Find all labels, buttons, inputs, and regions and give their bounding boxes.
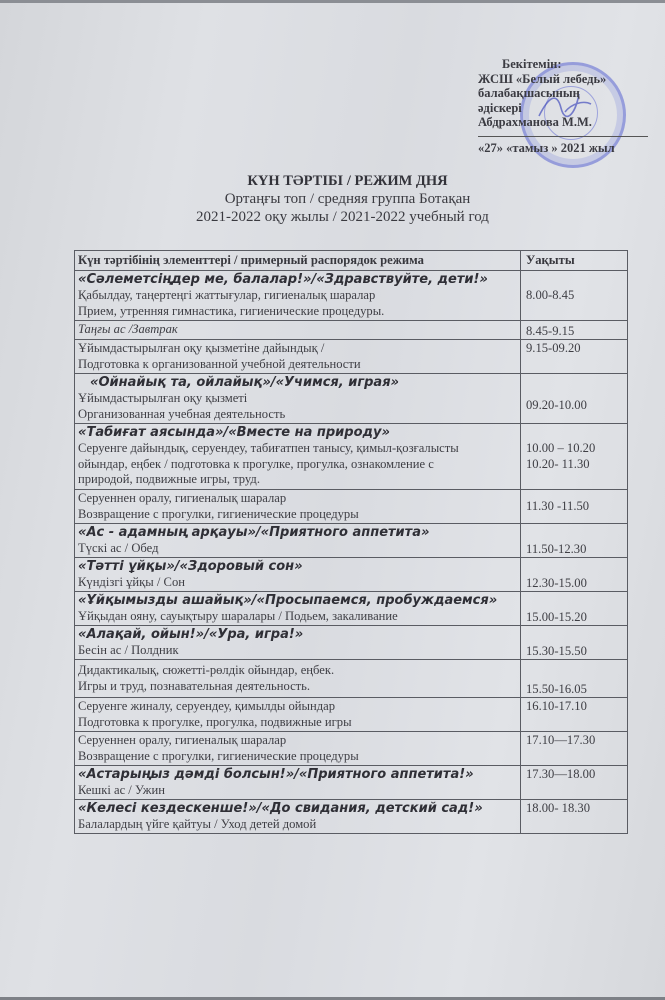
activity-line: Ұйымдастырылған оқу қызметі (78, 391, 248, 405)
activity-cell (75, 660, 521, 698)
activity-cell (75, 374, 521, 424)
activity-cell (75, 732, 521, 766)
activity-cell (75, 424, 521, 490)
photo-edge-top (0, 0, 665, 3)
activity-line: Серуеннен оралу, гигиеналық шаралар (78, 491, 287, 505)
time-cell (521, 558, 628, 592)
activity-line: Организованная учебная деятельность (78, 406, 286, 421)
table-row (75, 732, 628, 766)
activity-line: Кешкі ас / Ужин (78, 782, 165, 797)
time-value: 11.50-12.30 (526, 541, 587, 556)
activity-line: Балалардың үйге қайтуы / Уход детей домой (78, 816, 317, 831)
time-value: 8.00-8.45 (526, 287, 575, 302)
time-value: 8.45-9.15 (526, 323, 575, 338)
time-cell (521, 626, 628, 660)
activity-cell (75, 321, 521, 340)
time-cell (521, 271, 628, 321)
activity-line: Күндізгі ұйқы / Сон (78, 574, 185, 589)
motto: «Тәтті ұйқы»/«Здоровый сон» (78, 558, 303, 574)
motto: «Ас - адамның арқауы»/«Приятного аппетита» (78, 524, 430, 540)
table-row (75, 340, 628, 374)
table-row (75, 490, 628, 524)
activity-line: Прием, утренняя гимнастика, гигиенические процедуры. (78, 303, 385, 318)
activity-line: Серуенге жиналу, серуендеу, қимылды ойындар (78, 699, 336, 713)
activity-line: Ұйқыдан ояну, сауықтыру шаралары / Подьем, закаливание (78, 608, 398, 623)
motto: «Ұйқымызды ашайық»/«Просыпаемся, пробуждаемся» (78, 592, 498, 608)
time-value: 09.20-10.00 (526, 397, 587, 412)
group-name: Ортаңғы топ / средняя группа Ботақан (224, 191, 471, 207)
time-value: 10.20- 11.30 (526, 456, 590, 471)
activity-line: Серуеннен оралу, гигиеналық шаралар (78, 733, 287, 747)
activity-cell (75, 558, 521, 592)
activity-cell (75, 524, 521, 558)
approval-line: әдіскері (478, 100, 522, 115)
time-value: 12.30-15.00 (526, 575, 587, 590)
approval-signer: Абдрахманова М.М. (478, 115, 592, 129)
time-value: 10.00 – 10.20 (526, 441, 596, 455)
activity-cell (75, 766, 521, 800)
table-row (75, 660, 628, 698)
time-cell (521, 374, 628, 424)
motto: «Алақай, ойын!»/«Ура, игра!» (78, 626, 304, 642)
academic-year: 2021-2022 оқу жылы / 2021-2022 учебный год (196, 209, 489, 225)
table-row (75, 424, 628, 490)
time-cell (521, 321, 628, 340)
time-cell (521, 698, 628, 732)
activity-line: Бесін ас / Полдник (78, 642, 179, 657)
time-cell (521, 524, 628, 558)
activity-line: Түскі ас / Обед (78, 540, 159, 555)
time-cell (521, 490, 628, 524)
activity-line: Серуенге дайындық, серуендеу, табиғатпен танысу, қимыл-қозғалысты (78, 441, 459, 456)
document-heading (0, 172, 665, 227)
time-value: 15.50-16.05 (526, 681, 587, 696)
activity-cell (75, 340, 521, 374)
activity-line: Подготовка к организованной учебной деятельности (78, 356, 361, 371)
activity-line: ойындар, еңбек / подготовка к прогулке, прогулка, ознакомление с (78, 456, 434, 471)
table-row (75, 800, 628, 834)
schedule-table (74, 250, 628, 834)
motto: «Келесі кездескенше!»/«До свидания, детский сад!» (78, 800, 483, 816)
table-row (75, 626, 628, 660)
motto: «Табиғат аясында»/«Вместе на природу» (78, 425, 390, 441)
time-value: 11.30 -11.50 (526, 498, 590, 513)
time-value: 17.30—18.00 (526, 767, 596, 781)
time-cell (521, 766, 628, 800)
activity-line: Игры и труд, познавательная деятельность. (78, 678, 311, 693)
table-row (75, 592, 628, 626)
time-value: 16.10-17.10 (526, 699, 587, 713)
table-header-row (75, 251, 628, 271)
document-title: КҮН ТӘРТІБІ / РЕЖИМ ДНЯ (247, 173, 448, 189)
motto: «Астарыңыз дәмді болсын!»/«Приятного аппетита!» (78, 766, 474, 782)
table-row (75, 558, 628, 592)
header-time: Уақыты (521, 251, 628, 271)
header-elements: Күн тәртібінің элементтері / примерный распорядок режима (75, 251, 521, 271)
time-cell (521, 424, 628, 490)
motto: «Сәлеметсіңдер ме, балалар!»/«Здравствуйте, дети!» (78, 272, 488, 287)
time-value: 15.30-15.50 (526, 643, 587, 658)
time-value: 17.10—17.30 (526, 733, 596, 747)
activity-line: Возвращение с прогулки, гигиенические процедуры (78, 506, 359, 521)
activity-cell (75, 592, 521, 626)
signature-line (478, 136, 648, 137)
activity-cell (75, 800, 521, 834)
motto: «Ойнайық та, ойлайық»/«Учимся, играя» (90, 375, 399, 390)
time-value: 15.00-15.20 (526, 609, 587, 624)
activity-cell (75, 698, 521, 732)
activity-cell (75, 271, 521, 321)
time-value: 18.00- 18.30 (526, 801, 591, 815)
approval-title: Бекітемін: (502, 57, 562, 71)
table-row (75, 524, 628, 558)
time-cell (521, 340, 628, 374)
time-cell (521, 660, 628, 698)
table-row (75, 271, 628, 321)
meal-label: Таңғы ас /Завтрак (78, 322, 178, 337)
activity-cell (75, 490, 521, 524)
table-row (75, 321, 628, 340)
activity-line: Қабылдау, таңертеңгі жаттығулар, гигиеналық шаралар (78, 288, 376, 302)
table-row (75, 698, 628, 732)
activity-cell (75, 626, 521, 660)
activity-line: Возвращение с прогулки, гигиенические процедуры (78, 748, 359, 763)
time-cell (521, 732, 628, 766)
approval-block (478, 57, 665, 155)
approval-date: «27» «тамыз » 2021 жыл (478, 140, 615, 155)
table-row (75, 374, 628, 424)
time-cell (521, 592, 628, 626)
activity-line: Подготовка к прогулке, прогулка, подвижные игры (78, 714, 352, 729)
activity-line: Ұйымдастырылған оқу қызметіне дайындық / (78, 341, 325, 355)
time-value: 9.15-09.20 (526, 341, 581, 355)
approval-line: ЖСШ «Белый лебедь» (478, 71, 607, 86)
activity-line: природой, подвижные игры, труд. (78, 472, 260, 487)
table-row (75, 766, 628, 800)
time-cell (521, 800, 628, 834)
approval-line: балабақшасының (478, 86, 580, 100)
activity-line: Дидактикалық, сюжетті-рөлдік ойындар, еңбек. (78, 663, 335, 677)
